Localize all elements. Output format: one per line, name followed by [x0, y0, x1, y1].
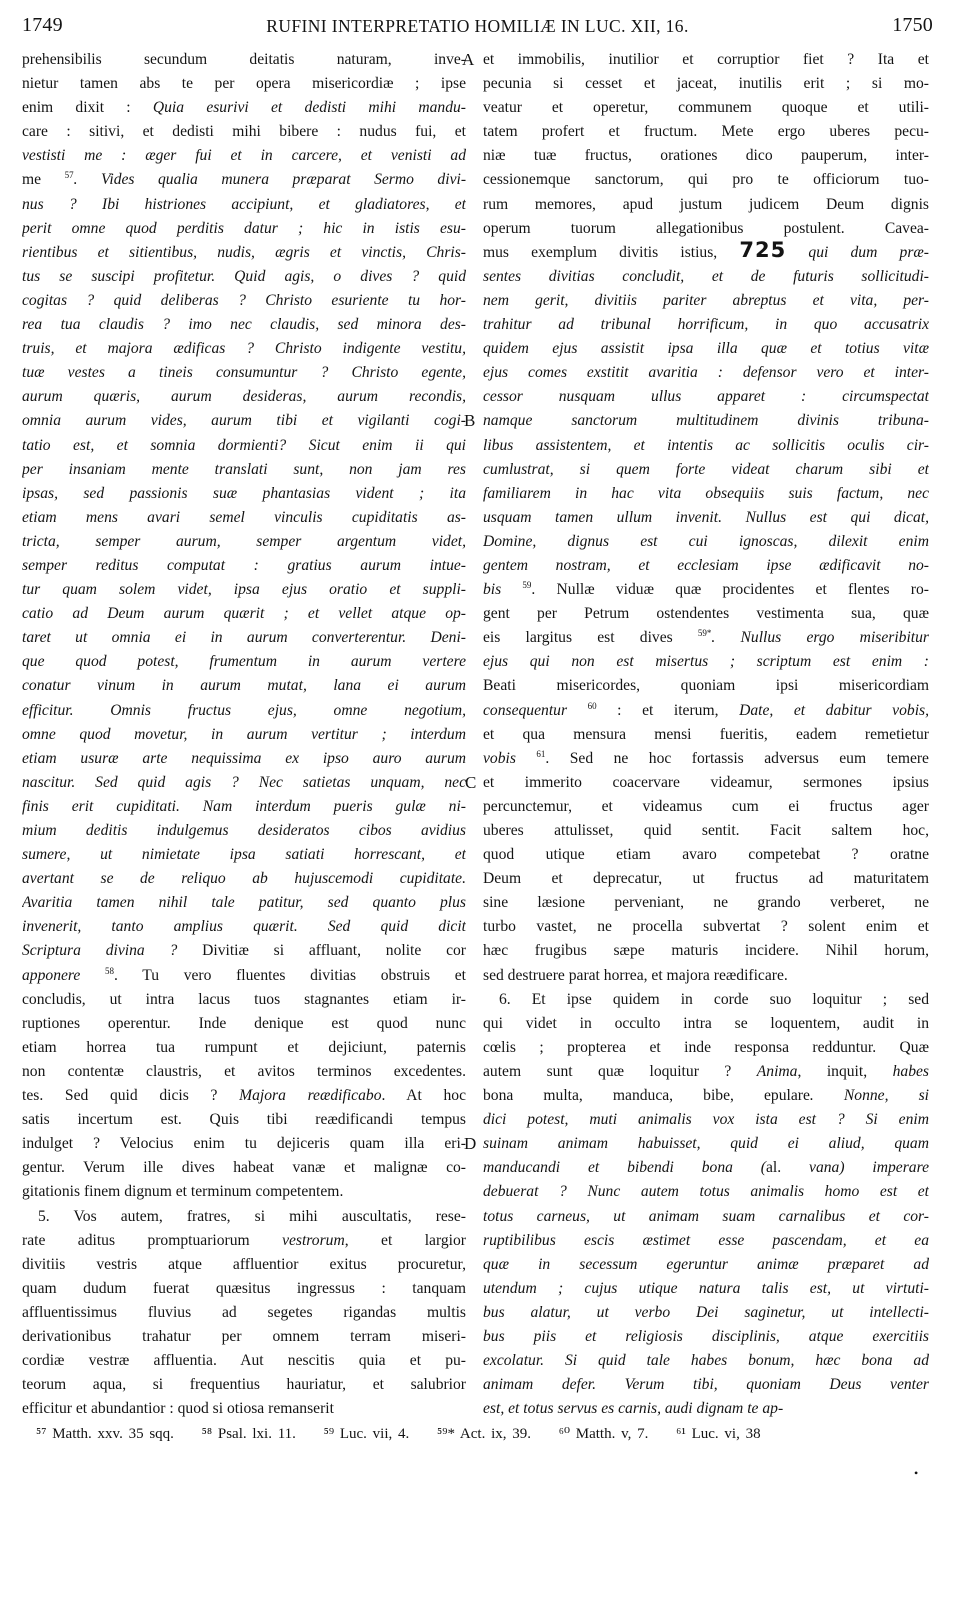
- text-line: conatur vinum in aurum mutat, lana ei aurum: [22, 677, 466, 695]
- text-line: per insaniam mente translati sunt, non jam res: [22, 460, 466, 478]
- text-line: vobis $^{61}$. Sed ne hoc fortassis adversus eum temere: [483, 748, 929, 767]
- running-header: [22, 14, 933, 48]
- text-line: cœlis ; propterea et inde responsa redduntur. Quæ: [483, 1038, 929, 1056]
- text-line: bona multa, manduca, bibe, epulare. Nonne, si: [483, 1087, 929, 1105]
- text-line: nem gerit, divitiis pariter abreptus et vita, per-: [483, 291, 929, 309]
- text-line: nus ? Ibi histriones accipiunt, et gladiatores, et: [22, 195, 466, 213]
- text-line: hæc frugibus sæpe maturis incidere. Nihil horum,: [483, 942, 929, 960]
- text-line: cogitas ? quid deliberas ? Christo esuriente tu hor-: [22, 291, 466, 309]
- text-line: turbo vastet, ne procella subvertat ? solent enim et: [483, 918, 929, 936]
- page-mark-dot: •: [914, 1466, 919, 1480]
- text-line: ejus qui non est misertus ; scriptum est enim :: [483, 653, 929, 671]
- text-line: cessor nusquam ullus apparet : circumspectat: [483, 388, 929, 406]
- text-line: et immobilis, inutilior et corruptior fiet ? Ita et: [483, 51, 929, 68]
- text-line: apponere $^{58}$. Tu vero fluentes divitias obstruis et: [22, 965, 466, 984]
- text-line: Scriptura divina ? Divitiæ si affluant, nolite cor: [22, 942, 466, 960]
- footnote-61: ⁶¹ Luc. vi, 38: [676, 1426, 761, 1442]
- text-line: quæ in secessum egeruntur animæ præparet ad: [483, 1255, 929, 1273]
- text-line: nascitur. Sed quid agis ? Nec satietas unquam, nec: [22, 773, 466, 791]
- text-line: sumere, ut nimietate ipsa satiati horrescant, et: [22, 846, 466, 864]
- text-line: et immerito coacervare videamur, sermones ipsius: [483, 773, 929, 791]
- right-column-number: 1750: [892, 14, 933, 36]
- footnote-60: ⁶⁰ Matth. v, 7.: [558, 1426, 649, 1442]
- text-line: rientibus et sitientibus, nudis, ægris et vinctis, Chris-: [22, 243, 466, 261]
- text-line: manducandi et bibendi bona (al. vana) imperare: [483, 1159, 929, 1177]
- text-line: efficitur et abundantior : quod si otiosa remanserit: [22, 1400, 334, 1418]
- text-line: uberes attulisset, quid sentit. Facit saltem hoc,: [483, 822, 929, 839]
- text-line: et qua mensura mensi fueritis, eadem remetietur: [483, 725, 929, 743]
- text-line: libus assistentem, et intentis ac sollicitis oculis cir-: [483, 436, 929, 454]
- text-line: omne quod movetur, in aurum vertitur ; interdum: [22, 725, 466, 743]
- text-line: dici potest, muti animalis vox ista est ? Si enim: [483, 1111, 929, 1129]
- text-line: familiarem in hac vita obsequiis suis factum, nec: [483, 484, 929, 502]
- text-line: usquam tamen ullum invenit. Nullus est qui dicat,: [483, 508, 929, 526]
- footnote-59: ⁵⁹ Luc. vii, 4.: [323, 1426, 410, 1442]
- footnote-57: ⁵⁷ Matth. xxv. 35 sqq.: [36, 1426, 174, 1442]
- text-line: satis incertum est. Quis tibi reædificandi tempus: [22, 1111, 466, 1129]
- text-line: care : sitivi, et dedisti mihi bibere : nudus fui, et: [22, 123, 466, 141]
- text-line: Deum et deprecatur, ut fructus ad maturitatem: [483, 870, 929, 888]
- text-line: bus alatur, ut verbo Dei saginetur, ut intellecti-: [483, 1303, 929, 1321]
- text-line: ipsas, sed passionis suæ phantasias vident ; ita: [22, 484, 466, 502]
- text-line: operum tuorum allegationibus postulent. Cavea-: [483, 219, 929, 237]
- text-line: ruptibilibus escis æstimet esse pascendam, et ea: [483, 1231, 929, 1249]
- text-line: tur quam solem videt, ipsa ejus oratio et suppli-: [22, 581, 466, 599]
- text-line: gent per Petrum ostendentes vestimenta sua, quæ: [483, 605, 929, 623]
- text-line: ruptiones operentur. Inde denique est quod nunc: [22, 1014, 466, 1032]
- text-line: est, et totus servus es carnis, audi dignam te ap-: [483, 1400, 784, 1418]
- text-line: totus carneus, ut animam suam carnalibus et cor-: [483, 1207, 929, 1225]
- text-line: aurum quæris, aurum desideras, aurum recondis,: [22, 388, 466, 406]
- text-line: gentem nostram, et ecclesiam ipse ædificavit no-: [483, 556, 929, 574]
- text-line: Beati misericordes, quoniam ipsi misericordiam: [483, 677, 929, 695]
- text-line: bis $^{59}$. Nullæ viduæ quæ procidentes et flentes ro-: [483, 580, 929, 599]
- running-title: RUFINI INTERPRETATIO HOMILIÆ IN LUC. XII, 16.: [266, 16, 689, 36]
- text-line: cordiæ vestræ affluentia. Aut nescitis quia et pu-: [22, 1352, 466, 1370]
- text-line: 6. Et ipse quidem in corde suo loquitur ; sed: [499, 990, 929, 1008]
- margin-marker-d: D: [464, 1134, 477, 1153]
- text-line: truis, et majora ædificas ? Christo indigente vestitu,: [22, 340, 466, 358]
- text-line: etiam mens avari semel vinculis cupiditatis as-: [22, 508, 466, 526]
- text-line: semper reditus computat : gratius aurum intue-: [22, 556, 466, 574]
- text-line: catio ad Deum aurum quærit ; et vellet atque op-: [22, 605, 466, 623]
- text-line: qui videt in occulto intra se loquentem, audit in: [483, 1014, 929, 1032]
- text-line: efficitur. Omnis fructus ejus, omne negotium,: [22, 701, 466, 719]
- text-line: sed destruere parat horrea, et majora reædificare.: [483, 966, 788, 984]
- text-line: divitiis vestris atque affluentior exitus procuretur,: [22, 1255, 466, 1273]
- text-line: non contentæ claustris, et avitos terminos excedentes.: [22, 1062, 466, 1080]
- text-line: debuerat ? Nunc autem totus animalis homo est et: [483, 1183, 929, 1201]
- text-line: consequentur $^{60}$ : et iterum, Date, et dabitur vobis,: [483, 700, 929, 719]
- right-text-column: [483, 48, 929, 1421]
- text-line: perit omne quod perditis datur ; hic in istis esu-: [22, 219, 466, 237]
- text-line: vestisti me : æger fui et in carcere, et venisti ad: [22, 147, 466, 165]
- text-line: concludis, ut intra lacus tuos stagnantes etiam ir-: [22, 990, 466, 1008]
- text-line: rea tua claudis ? imo nec claudis, sed minora des-: [22, 316, 466, 334]
- text-line: me $^{57}$. Vides qualia munera præparat Sermo divi-: [22, 170, 466, 189]
- left-column-number: 1749: [22, 14, 63, 36]
- text-line: indulget ? Velocius enim tu dejiceris quam illa eri-: [22, 1135, 466, 1153]
- text-line: prehensibilis secundum deitatis naturam, inve-: [22, 51, 466, 68]
- text-line: affluentissimus fluvius ad segetes rigandas multis: [22, 1303, 466, 1321]
- text-line: tricta, semper aurum, semper argentum videt,: [22, 532, 466, 550]
- text-line: quam dudum fuerat quæsitus ingressus : tanquam: [22, 1279, 466, 1297]
- text-line: gentur. Verum ille dives habeat vanæ et malignæ co-: [22, 1159, 466, 1177]
- text-line: invenerit, tanto amplius quærit. Sed quid dicit: [22, 918, 466, 936]
- text-line: tus se suscipi profitetur. Quid agis, o dives ? quid: [22, 267, 466, 285]
- text-line: Domine, dignus est cui ignoscas, dilexit enim: [483, 532, 929, 550]
- text-line: tuæ vestes a tineis consumuntur ? Christo egente,: [22, 364, 466, 382]
- text-line: niæ tuæ fructus, orationes dico pauperum, inter-: [483, 147, 929, 165]
- text-line: eis largitus est dives $^{59*}$. Nullus ergo miseribitur: [483, 628, 929, 647]
- text-line: quod utique etiam avaro competebat ? oratne: [483, 846, 929, 864]
- text-line: veatur et operetur, communem quoque et utili-: [483, 99, 929, 117]
- text-line: taret ut omnia ei in aurum converterentur. Deni-: [22, 629, 466, 647]
- margin-marker-b: B: [464, 411, 476, 430]
- text-line: sentes divitias concludit, et de futuris sollicitudi-: [483, 267, 929, 285]
- footnotes: [36, 1424, 925, 1443]
- text-line: sine læsione perveniant, ne grando verberet, ne: [483, 894, 929, 912]
- text-line: suinam animam habuisset, quid ei aliud, quam: [483, 1135, 929, 1153]
- text-line: pecunia si cesset et jaceat, inutilis erit ; si mo-: [483, 75, 929, 93]
- text-line: namque sanctorum multitudinem divinis tribuna-: [483, 412, 929, 430]
- text-line: trahitur ad tribunal horrificum, in quo accusatrix: [483, 316, 929, 334]
- text-line: etiam horrea tua rumpunt et dejiciunt, paternis: [22, 1038, 466, 1056]
- text-line: utendum ; cujus utique natura talis est, ut virtuti-: [483, 1279, 929, 1297]
- text-line: mium deditis indulgemus desideratos cibos avidius: [22, 822, 466, 839]
- text-line: cumlustrat, si quem forte videat charum sibi et: [483, 460, 929, 478]
- text-line: 5. Vos autem, fratres, si mihi auscultatis, rese-: [38, 1207, 466, 1225]
- text-line: finis erit cupiditati. Nam interdum pueris gulæ ni-: [22, 797, 466, 815]
- text-line: autem sunt quæ loquitur ? Anima, inquit, habes: [483, 1062, 929, 1080]
- text-line: tatio est, et somnia dormienti? Sicut enim ii qui: [22, 436, 466, 454]
- text-line: bus piis et religiosis disciplinis, atque exercitiis: [483, 1327, 929, 1345]
- text-line: omnia aurum vides, aurum tibi et vigilanti cogi-: [22, 412, 466, 430]
- text-line: excolatur. Si quid tale habes bonum, hæc bona ad: [483, 1352, 929, 1370]
- footnote-58: ⁵⁸ Psal. lxi. 11.: [201, 1426, 296, 1442]
- text-line: derivationibus trahatur per omnem terram miseri-: [22, 1327, 466, 1345]
- text-line: gitationis finem dignum et terminum competentem.: [22, 1183, 344, 1201]
- text-line: tes. Sed quid dicis ? Majora reædificabo. At hoc: [22, 1087, 466, 1105]
- footnote-59-star: ⁵⁹* Act. ix, 39.: [437, 1426, 531, 1442]
- text-line: rate aditus promptuariorum vestrorum, et largior: [22, 1231, 466, 1249]
- text-line: enim dixit : Quia esurivi et dedisti mihi mandu-: [22, 99, 466, 117]
- text-line: animam defer. Verum tibi, quoniam Deus venter: [483, 1376, 929, 1394]
- text-line: Avaritia tamen nihil tale patitur, sed quanto plus: [22, 894, 466, 912]
- text-line: que quod potest, frumentum in aurum vertere: [22, 653, 466, 671]
- text-line: nietur tamen abs te per opera misericordiæ ; ipse: [22, 75, 466, 93]
- text-line: rum memores, apud justum judicem Deum dignis: [483, 195, 929, 213]
- text-line: ejus comes exstitit avaritia : defensor vero et inter-: [483, 364, 929, 382]
- margin-marker-a: A: [462, 50, 475, 69]
- text-line: quidem ejus assistit ipsa illa quæ et totius vitæ: [483, 340, 929, 358]
- text-line: etiam usuræ arte nequissima ex ipso auro aurum: [22, 749, 466, 767]
- left-text-column: [22, 48, 466, 1421]
- text-line: teorum aqua, si frequentius hauriatur, et salubrior: [22, 1376, 466, 1394]
- text-line: percunctemur, et videamus cum ei fructus ager: [483, 797, 929, 815]
- margin-marker-c: C: [465, 773, 477, 792]
- text-line: mus exemplum divitis istius, 725 qui dum præ-: [483, 240, 929, 262]
- text-line: tatem profert et fructum. Mete ergo uberes pecu-: [483, 123, 929, 141]
- text-line: avertant se de reliquo ab hujuscemodi cupiditate.: [22, 870, 466, 888]
- text-line: cessionemque sanctorum, qui pro te officiorum tuo-: [483, 171, 929, 189]
